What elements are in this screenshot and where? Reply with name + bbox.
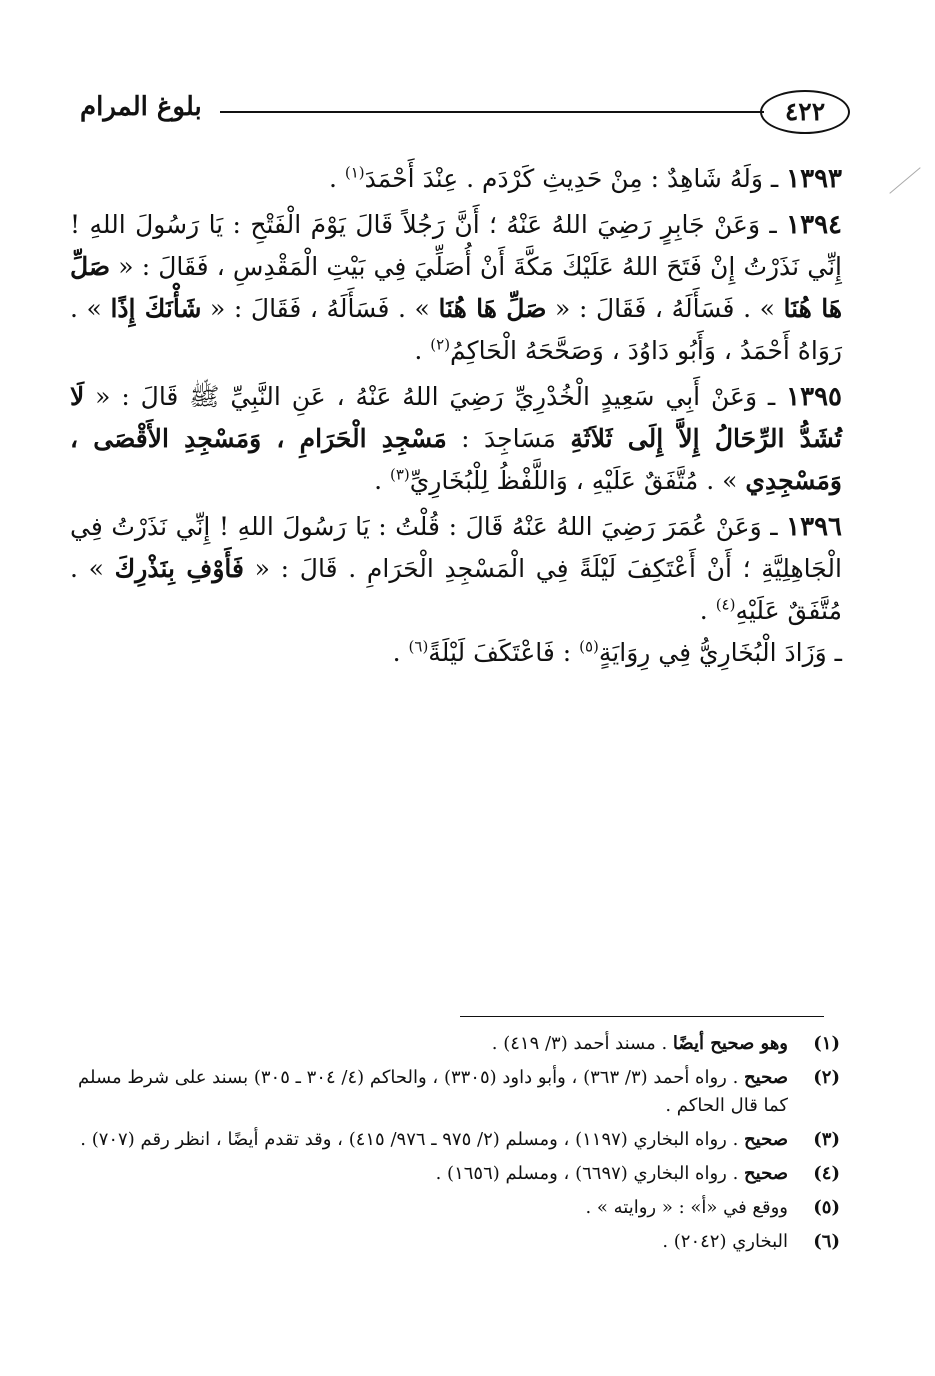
- hadith-number: ١٣٩٣: [786, 164, 842, 194]
- footnote-text: [78, 1160, 788, 1188]
- footnote-text: [78, 1030, 788, 1058]
- footnote-content: . رواه البخاري (١١٩٧) ، ومسلم (٢/ ٩٧٥ ـ ٩٧٦/ ٤١٥) ، وقد تقدم أيضًا ، انظر رقم (٧٠٧) .: [80, 1129, 745, 1150]
- prophetic-quote: لَا تُشَدُّ الرِّحَالُ إِلاَّ إِلَى ثَلاَثَةِ: [70, 382, 842, 453]
- footnote-number: (٣): [813, 1129, 840, 1150]
- hadith-text: » . فَسَأَلَهُ ، فَقَالَ : «: [546, 294, 784, 323]
- footnote-number: (٦): [813, 1231, 840, 1252]
- page-header: [80, 88, 850, 144]
- footnote-item: [78, 1030, 840, 1058]
- footnote-ref[interactable]: (٤): [715, 595, 736, 614]
- hadith-text: ـ وَلَهُ شَاهِدٌ : مِنْ حَدِيثِ كَرْدَم . عِنْدَ أَحْمَدَ: [364, 164, 787, 193]
- hadith-text: » . مُتَّفَقٌ عَلَيْهِ ، وَاللَّفْظُ لِلْبُخَارِيِّ: [409, 466, 746, 495]
- footnote-text: [78, 1064, 788, 1120]
- header-rule: [220, 111, 764, 113]
- addition-text: : فَاعْتَكَفَ لَيْلَةً: [428, 638, 580, 667]
- hadith-grade: صحيح: [744, 1129, 788, 1150]
- hadith-end: .: [699, 596, 716, 625]
- hadith-end: .: [374, 466, 390, 495]
- footnote-ref[interactable]: (١): [344, 163, 365, 182]
- hadith-grade: وهو صحيح أيضًا: [672, 1033, 788, 1054]
- footnote-content: البخاري (٢٠٤٢) .: [662, 1231, 788, 1252]
- hadith-number: ١٣٩٤: [786, 210, 842, 240]
- addition-note: [393, 638, 842, 667]
- hadith-text: ـ وَعَنْ عُمَرَ رَضِيَ اللهُ عَنْهُ قَالَ : قُلْتُ : يَا رَسُولَ اللهِ ! إِنِّي نَذَرْتُ فِي الْجَاهِلِيَّةِ ؛ أَنْ أَعْتَكِفَ لَيْلَةً فِي الْمَسْجِدِ الْحَرَامِ . قَالَ : «: [70, 512, 843, 583]
- book-title: بلوغ المرام: [80, 92, 202, 122]
- prophetic-quote: صَلِّ هَا هُنَا: [438, 294, 547, 323]
- footnote-separator: [460, 1016, 824, 1017]
- hadith-text: ـ وَعَنْ أَبِي سَعِيدٍ الْخُدْرِيِّ رَضِيَ اللهُ عَنْهُ ، عَنِ النَّبِيِّ ﷺ قَالَ : «: [84, 382, 787, 411]
- prophetic-quote: صَلِّ هَا هُنَا: [70, 252, 843, 323]
- footnote-number: (٤): [813, 1163, 840, 1184]
- footnote-content: . رواه البخاري (٦٦٩٧) ، ومسلم (١٦٥٦) .: [435, 1163, 745, 1184]
- hadith-text: » . فَسَأَلَهُ ، فَقَالَ : «: [201, 294, 439, 323]
- hadith-grade: صحيح: [744, 1163, 788, 1184]
- hadith-text: » . مُتَّفَقٌ عَلَيْهِ: [70, 554, 842, 625]
- prophetic-quote: شَأْنَكَ إِذًا: [110, 294, 202, 323]
- margin-mark: [889, 167, 920, 193]
- footnote-item: [78, 1126, 840, 1154]
- footnote-content: ووقع في «أ» : « روايته » .: [585, 1197, 788, 1218]
- prophetic-quote: فَأَوْفِ بِنَذْرِكَ: [114, 554, 244, 583]
- footnote-content: . مسند أحمد (٣/ ٤١٩) .: [491, 1033, 673, 1054]
- addition-text: ـ وَزَادَ الْبُخَارِيُّ فِي رِوَايَةٍ: [598, 638, 842, 667]
- hadith-end: .: [414, 336, 431, 365]
- footnote-item: [78, 1194, 840, 1222]
- footnote-ref[interactable]: (٦): [408, 637, 429, 656]
- footnote-number: (٢): [813, 1067, 840, 1088]
- hadith-number: ١٣٩٦: [786, 512, 842, 542]
- footnote-ref[interactable]: (٥): [579, 637, 599, 656]
- footnote-number: (١): [813, 1033, 840, 1054]
- footnote-text: [78, 1194, 788, 1222]
- footnote-ref[interactable]: (٢): [430, 335, 451, 354]
- footnote-content: . رواه أحمد (٣/ ٣٦٣) ، وأبو داود (٣٣٠٥) ، والحاكم (٤/ ٣٠٤ ـ ٣٠٥) بسند على شرط مسلم كما قال الحاكم .: [78, 1067, 788, 1116]
- hadith-1393: [70, 158, 842, 200]
- footnotes: [78, 1030, 840, 1262]
- hadith-number: ١٣٩٥: [786, 382, 842, 412]
- hadith-grade: صحيح: [744, 1067, 789, 1088]
- footnote-item: [78, 1064, 840, 1120]
- footnote-number: (٥): [813, 1197, 840, 1218]
- hadith-end: .: [328, 164, 345, 193]
- hadith-text: » . رَوَاهُ أَحْمَدُ ، وَأَبُو دَاوُدَ ، وَصَحَّحَهُ الْحَاكِمُ: [70, 294, 842, 365]
- main-text: [70, 158, 842, 678]
- hadith-1395: [70, 376, 842, 502]
- page-number: ٤٢٢: [760, 90, 850, 134]
- hadith-text: مَسَاجِدَ :: [446, 424, 571, 453]
- footnote-ref[interactable]: (٣): [389, 465, 410, 484]
- footnote-text: [78, 1228, 788, 1256]
- footnote-item: [78, 1228, 840, 1256]
- addition-end: .: [392, 638, 409, 667]
- prophetic-quote: مَسْجِدِ الْحَرَامِ ، وَمَسْجِدِ الأَقْصَى ، وَمَسْجِدِي: [70, 424, 842, 495]
- hadith-1394: [70, 204, 842, 372]
- footnote-item: [78, 1160, 840, 1188]
- footnote-text: [78, 1126, 788, 1154]
- hadith-1396: [70, 506, 842, 674]
- hadith-text: ـ وَعَنْ جَابِرٍ رَضِيَ اللهُ عَنْهُ ؛ أَنَّ رَجُلاً قَالَ يَوْمَ الْفَتْحِ : يَا رَسُولَ اللهِ ! إِنِّي نَذَرْتُ إِنْ فَتَحَ اللهُ عَلَيْكَ مَكَّةَ أَنْ أُصَلِّيَ فِي بَيْتِ الْمَقْدِسِ ، فَقَالَ : «: [70, 210, 842, 281]
